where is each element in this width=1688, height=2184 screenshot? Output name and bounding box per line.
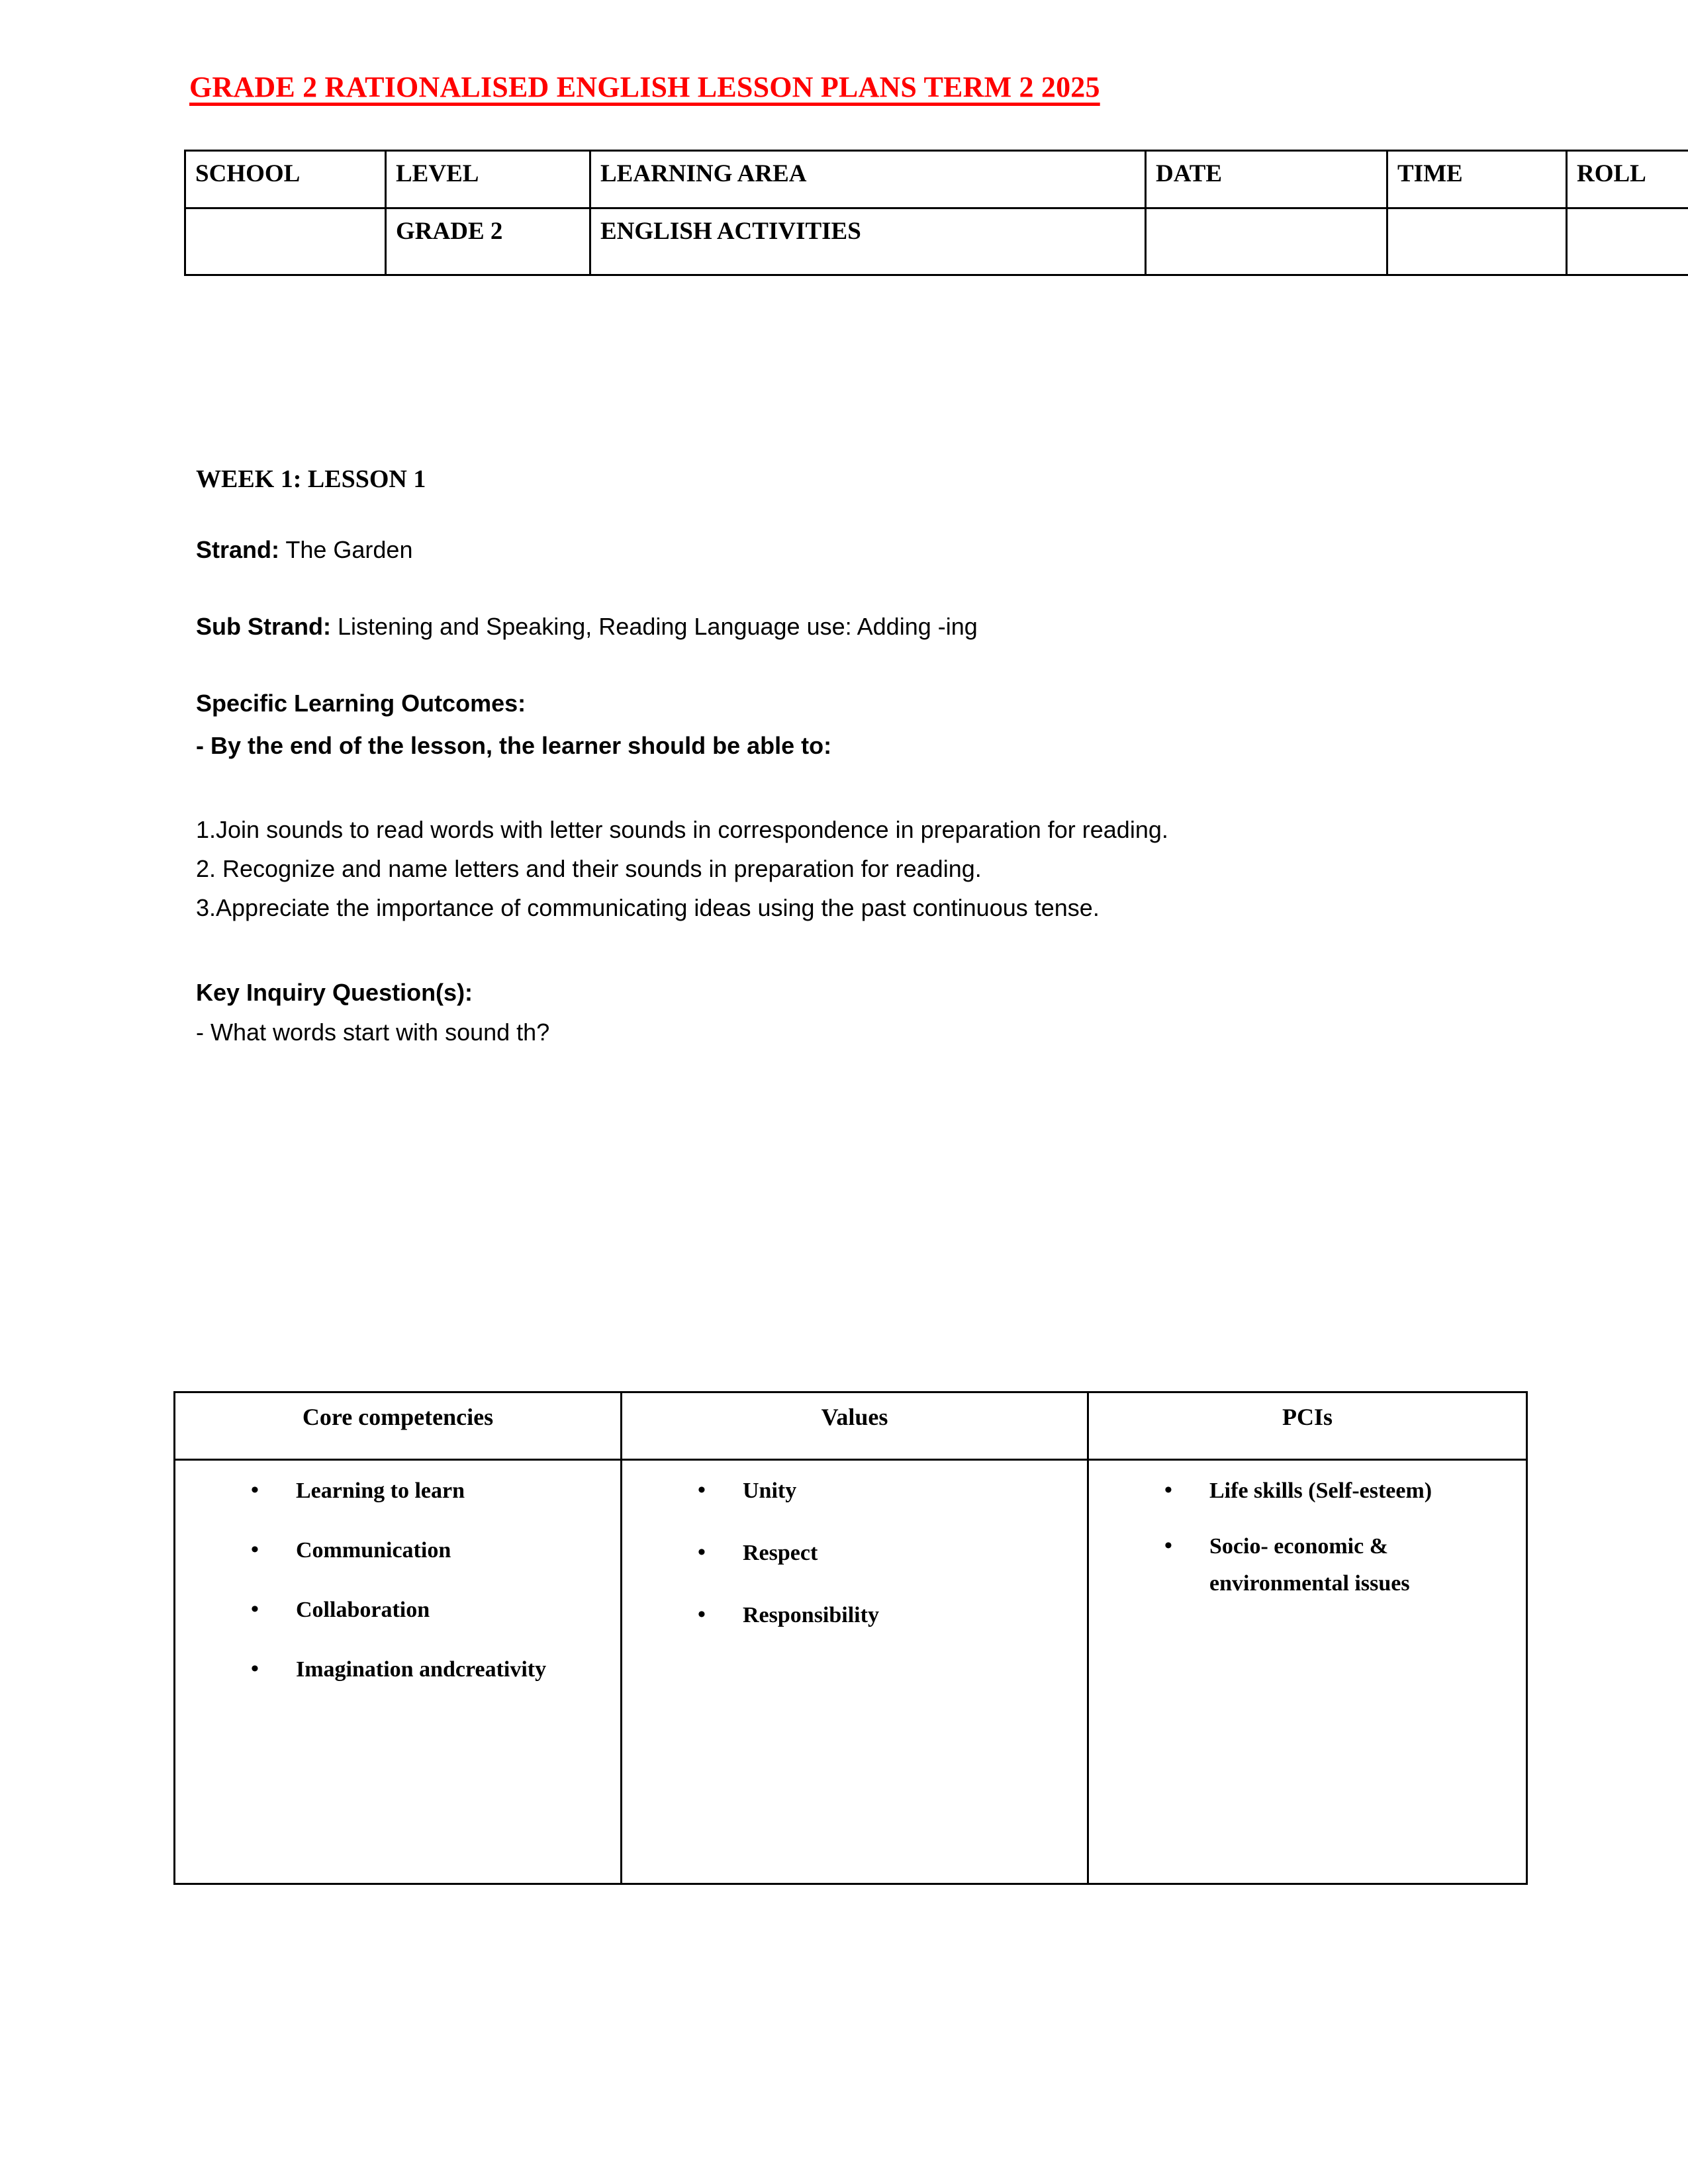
- table-row-values: [185, 208, 1688, 275]
- competencies-values-pcis-table: [173, 1391, 1528, 1885]
- learning-outcome-1: 1.Join sounds to read words with letter sounds in correspondence in preparation for reading.: [196, 816, 1168, 843]
- cell-values: [622, 1460, 1088, 1884]
- value-roll[interactable]: [1567, 208, 1688, 275]
- table-row-headers: [175, 1392, 1527, 1460]
- table-row-headers: [185, 151, 1688, 208]
- learning-outcome-2: 2. Recognize and name letters and their sounds in preparation for reading.: [196, 855, 982, 882]
- lesson-body: [196, 463, 1493, 1048]
- specific-learning-outcomes-heading: Specific Learning Outcomes:: [196, 690, 526, 717]
- values-list: [629, 1473, 1080, 1634]
- table-row: [175, 1460, 1527, 1884]
- key-inquiry-question-1: - What words start with sound th?: [196, 1019, 550, 1046]
- cell-core-competencies: [175, 1460, 622, 1884]
- week-lesson-heading: WEEK 1: LESSON 1: [196, 465, 426, 493]
- list-item: • Life skills (Self-esteem): [1164, 1473, 1519, 1510]
- value-time[interactable]: [1387, 208, 1567, 275]
- strand-value: The Garden: [279, 536, 413, 563]
- list-item: • Imagination andcreativity: [251, 1651, 614, 1688]
- header-time: TIME: [1387, 151, 1567, 208]
- sub-strand-value: Listening and Speaking, Reading Language use: Adding -ing: [331, 613, 978, 640]
- header-date: DATE: [1146, 151, 1387, 208]
- list-item: • Unity: [698, 1473, 1080, 1510]
- list-item: • Responsibility: [698, 1597, 1080, 1634]
- header-core-competencies: Core competencies: [175, 1392, 622, 1460]
- header-values: Values: [622, 1392, 1088, 1460]
- list-item: • Learning to learn: [251, 1473, 614, 1510]
- value-school[interactable]: [185, 208, 386, 275]
- page-title: GRADE 2 RATIONALISED ENGLISH LESSON PLANS TERM 2 2025: [189, 71, 1100, 103]
- strand-label: Strand:: [196, 536, 279, 563]
- list-item: • Communication: [251, 1532, 614, 1569]
- value-date[interactable]: [1146, 208, 1387, 275]
- list-item: • Respect: [698, 1535, 1080, 1572]
- cell-pcis: [1088, 1460, 1527, 1884]
- sub-strand-label: Sub Strand:: [196, 613, 331, 640]
- specific-learning-outcomes-subheading: - By the end of the lesson, the learner should be able to:: [196, 732, 832, 759]
- lesson-info-table: [184, 150, 1688, 276]
- header-learning-area: LEARNING AREA: [590, 151, 1146, 208]
- header-school: SCHOOL: [185, 151, 386, 208]
- core-competencies-list: [182, 1473, 614, 1688]
- strand-line: [196, 535, 1493, 565]
- value-learning-area[interactable]: ENGLISH ACTIVITIES: [590, 208, 1146, 275]
- list-item: • Socio- economic & environmental issues: [1164, 1528, 1519, 1602]
- header-roll: ROLL: [1567, 151, 1688, 208]
- list-item: • Collaboration: [251, 1592, 614, 1629]
- pcis-list: [1096, 1473, 1519, 1602]
- header-pcis: PCIs: [1088, 1392, 1527, 1460]
- key-inquiry-question-heading: Key Inquiry Question(s):: [196, 979, 473, 1006]
- sub-strand-line: [196, 612, 1493, 642]
- header-level: LEVEL: [386, 151, 590, 208]
- learning-outcome-3: 3.Appreciate the importance of communicating ideas using the past continuous tense.: [196, 894, 1100, 921]
- value-level[interactable]: GRADE 2: [386, 208, 590, 275]
